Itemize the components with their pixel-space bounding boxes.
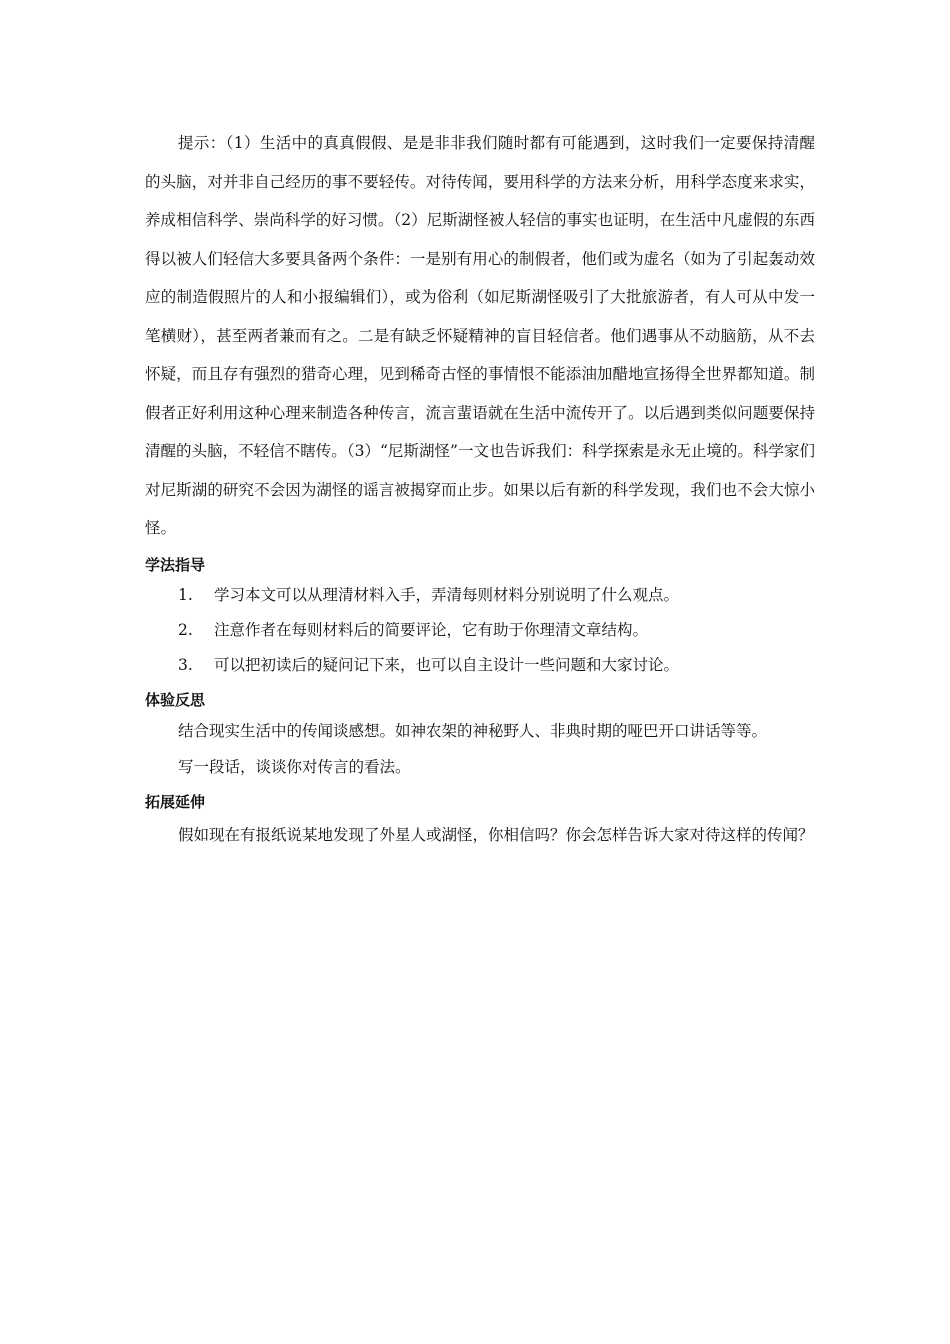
extension-paragraph: 假如现在有报纸说某地发现了外星人或湖怪，你相信吗？你会怎样告诉大家对待这样的传闻？ <box>178 825 814 844</box>
list-item-number: 2. <box>178 620 193 639</box>
list-item-number: 1. <box>178 585 193 604</box>
extension-heading: 拓展延伸 <box>145 792 206 811</box>
reflection-heading: 体验反思 <box>145 690 206 709</box>
list-item-text: 注意作者在每则材料后的简要评论，它有助于你理清文章结构。 <box>214 620 649 639</box>
list-item <box>145 648 815 683</box>
list-item-text: 学习本文可以从理清材料入手，弄清每则材料分别说明了什么观点。 <box>214 585 680 604</box>
list-item <box>145 578 815 613</box>
reflection-line-2: 写一段话，谈谈你对传言的看法。 <box>178 757 411 776</box>
list-item-number: 3. <box>178 655 193 674</box>
reflection-line-1: 结合现实生活中的传闻谈感想。如神农架的神秘野人、非典时期的哑巴开口讲话等等。 <box>178 721 768 740</box>
study-method-list <box>145 578 815 683</box>
document-page <box>145 124 815 855</box>
study-method-heading: 学法指导 <box>145 555 206 574</box>
list-item-text: 可以把初读后的疑问记下来，也可以自主设计一些问题和大家讨论。 <box>214 655 680 674</box>
list-item <box>145 613 815 648</box>
hint-paragraph: 提示：（1）生活中的真真假假、是是非非我们随时都有可能遇到，这时我们一定要保持清醒的头脑，对并非自己经历的事不要轻传。对待传闻，要用科学的方法来分析，用科学态度来求实，养成相信科学、崇尚科学的好习惯。（2）尼斯湖怪被人轻信的事实也证明，在生活中凡虚假的东西得以被人们轻信大多要具备两个条件：一是别有用心的制假者，他们或为虚名（如为了引起轰动效应的制造假照片的人和小报编辑们），或为俗利（如尼斯湖怪吸引了大批旅游者，有人可从中发一笔横财），甚至两者兼而有之。二是有缺乏怀疑精神的盲目轻信者。他们遇事从不动脑筋，从不去怀疑，而且存有强烈的猎奇心理，见到稀奇古怪的事情恨不能添油加醋地宣扬得全世界都知道。制假者正好利用这种心理来制造各种传言，流言蜚语就在生活中流传开了。以后遇到类似问题要保持清醒的头脑，不轻信不瞎传。（3）“尼斯湖怪”一文也告诉我们：科学探索是永无止境的。科学家们对尼斯湖的研究不会因为湖怪的谣言被揭穿而止步。如果以后有新的科学发现，我们也不会大惊小怪。 <box>145 134 815 537</box>
